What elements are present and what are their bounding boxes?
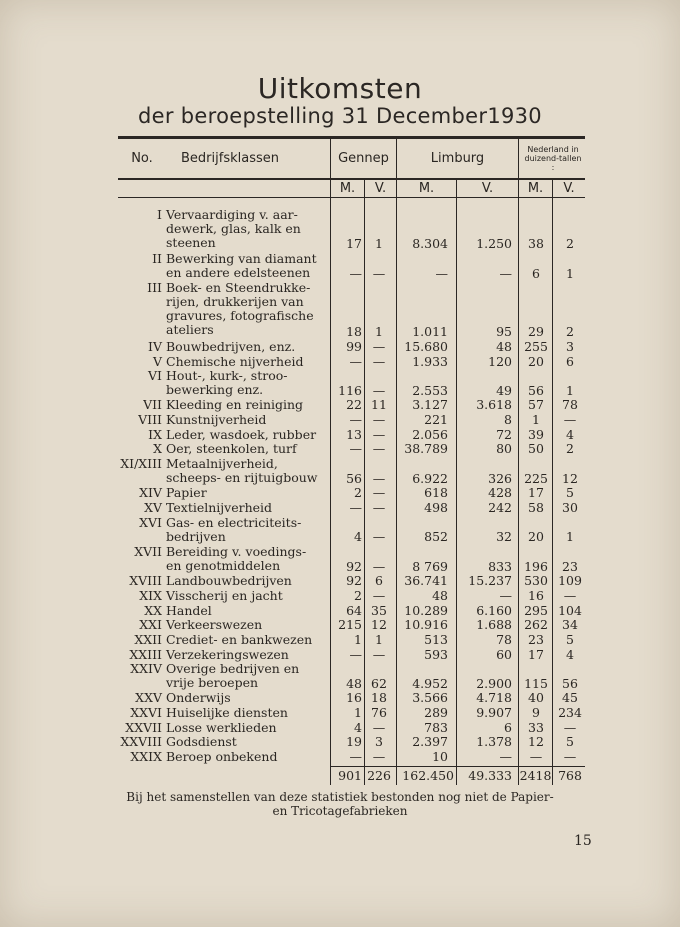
row-description [166,340,326,354]
cell-limburg-v: 8 [504,412,512,428]
row-number: XVIII [129,573,162,589]
cell-gennep-v: — [372,719,386,735]
cell-limburg-m: 3.127 [412,397,448,413]
total-limburg-v: 49.333 [468,768,512,783]
cell-limburg-m: 513 [424,631,448,647]
cell-nederland-v: 6 [566,353,574,369]
row-description [166,281,326,337]
cell-nederland-v: 1 [566,529,574,545]
cell-gennep-v: 1 [375,324,383,340]
cell-nederland-v: — [563,587,577,603]
cell-nederland-m: 262 [524,617,548,633]
row-description-line: en genotmiddelen [166,557,281,573]
cell-gennep-m: 18 [346,324,362,340]
row-description [166,398,326,412]
row-description [166,457,326,485]
row-description [166,516,326,544]
cell-gennep-v: — [372,529,386,545]
row-number: XVII [134,543,162,559]
subheader-rule [118,197,585,198]
row-number: XXIII [129,646,162,662]
subheader-m: M. [339,181,356,196]
cell-nederland-v: 5 [566,631,574,647]
row-description-line: en andere edelsteenen [166,264,311,280]
cell-limburg-m: 852 [424,529,448,545]
cell-nederland-v: 78 [562,397,578,413]
cell-gennep-m: — [349,749,362,765]
cell-gennep-v: — [372,749,386,765]
row-description-line: ateliers [166,322,214,338]
cell-limburg-m: 783 [424,719,448,735]
column-divider [330,139,331,785]
header-limburg: Limburg [430,151,485,166]
row-description-line: Verzekeringswezen [166,646,289,662]
row-description-line: Godsdienst [166,734,237,750]
cell-gennep-v: 18 [371,690,387,706]
cell-nederland-m: — [529,749,543,765]
cell-nederland-v: — [563,719,577,735]
cell-limburg-m: 10.916 [404,617,448,633]
cell-nederland-v: 4 [566,646,574,662]
row-description-line: Landbouwbedrijven [166,573,292,589]
row-description-line: Hout-, kurk-, stroo- [166,368,288,384]
row-description-line: Bereiding v. voedings- [166,543,307,559]
row-number: XXII [134,631,162,647]
cell-nederland-v: 45 [562,690,578,706]
row-description-line: bewerking enz. [166,382,264,398]
cell-gennep-m: 99 [346,338,362,354]
cell-nederland-m: 16 [528,587,544,603]
column-divider [518,139,519,785]
row-number: X [153,441,162,457]
cell-nederland-v: 12 [562,470,578,486]
cell-gennep-v: 1 [375,236,383,252]
row-number: XXV [135,690,162,706]
row-number: I [157,207,162,222]
row-number: XXI [139,617,162,633]
cell-nederland-m: 39 [528,426,544,442]
cell-limburg-m: 2.553 [412,382,448,398]
row-description-line: Visscherij en jacht [166,587,283,603]
row-description [166,428,326,442]
cell-nederland-v: 2 [566,324,574,340]
row-description [166,545,326,573]
cell-limburg-v: 3.618 [476,397,512,413]
row-number: XXVIII [120,734,162,750]
subheader-v: V. [563,181,575,196]
cell-gennep-m: — [349,500,362,515]
cell-nederland-v: 56 [562,675,578,691]
row-description-line: Bouwbedrijven, enz. [166,338,296,354]
row-description-line: rijen, drukkerijen van [166,294,304,310]
cell-gennep-v: — [372,500,386,515]
cell-gennep-m: 22 [346,397,362,413]
row-number: IV [148,338,162,354]
row-number: XXVI [130,705,162,721]
row-number: XXVII [125,719,162,735]
footnote-line-2: en Tricotagefabrieken [272,804,408,818]
row-number: XX [144,602,162,618]
totals-rule [330,766,585,767]
cell-gennep-v: — [372,412,386,428]
cell-limburg-v: — [499,265,512,281]
row-description-line: Losse werklieden [166,719,277,735]
row-number: XXIX [130,749,162,765]
column-divider [456,180,457,785]
cell-limburg-m: 15.680 [404,338,448,354]
cell-gennep-m: 1 [354,705,362,721]
row-number: XIX [139,587,162,603]
row-description [166,706,326,720]
row-description [166,691,326,705]
cell-gennep-m: — [349,441,362,457]
cell-gennep-m: 1 [354,631,362,647]
cell-nederland-v: — [563,412,577,428]
row-description [166,648,326,662]
cell-nederland-m: 33 [528,719,544,735]
cell-nederland-v: 5 [566,734,574,750]
row-description-line: scheeps- en rijtuigbouw [166,470,318,486]
page-number: 15 [574,833,592,849]
cell-limburg-m: 3.566 [412,690,448,706]
cell-gennep-m: 16 [346,690,362,706]
column-divider [364,180,365,785]
row-number: XV [144,500,162,515]
cell-limburg-m: 289 [424,705,448,721]
row-description-line: steenen [166,235,216,250]
cell-limburg-m: 1.011 [412,324,448,340]
cell-nederland-m: 295 [524,602,548,618]
cell-gennep-v: 6 [375,573,383,589]
cell-limburg-m: 48 [432,587,448,603]
cell-limburg-m: 593 [424,646,448,662]
cell-limburg-v: 48 [496,338,512,354]
cell-nederland-m: 115 [524,675,548,691]
column-divider [396,139,397,785]
cell-limburg-v: 80 [496,441,512,457]
cell-nederland-m: 530 [524,573,548,589]
row-description-line: Beroep onbekend [166,749,278,765]
cell-limburg-m: 2.056 [412,426,448,442]
cell-limburg-v: 4.718 [476,690,512,706]
cell-nederland-m: 58 [528,500,544,515]
cell-nederland-m: 29 [528,324,544,340]
cell-gennep-m: 19 [346,734,362,750]
row-description [166,486,326,500]
cell-gennep-m: 215 [338,617,362,633]
cell-limburg-v: 1.378 [476,734,512,750]
subheader-m: M. [527,181,544,196]
cell-limburg-v: — [499,749,512,765]
row-number: II [152,250,162,266]
row-description [166,252,326,280]
cell-limburg-v: 72 [496,426,512,442]
cell-gennep-v: 76 [371,705,387,721]
cell-nederland-v: 2 [566,236,574,252]
row-description [166,735,326,749]
cell-limburg-v: 428 [488,485,512,501]
row-description [166,208,326,250]
cell-nederland-v: 30 [562,500,578,515]
cell-nederland-v: 1 [566,382,574,398]
cell-gennep-m: — [349,353,362,369]
cell-limburg-m: 498 [424,500,448,515]
cell-nederland-m: 56 [528,382,544,398]
cell-gennep-m: 92 [346,573,362,589]
page-subtitle: der beroepstelling 31 December1930 [138,104,542,128]
column-divider [552,180,553,785]
row-description [166,589,326,603]
row-description-line: Kunstnijverheid [166,412,267,428]
row-description [166,369,326,397]
row-description-line: Onderwijs [166,690,231,706]
cell-gennep-m: 48 [346,675,362,691]
cell-nederland-v: 1 [566,265,574,281]
total-gennep-v: 226 [367,768,391,783]
total-nederland-m: 2418 [519,768,552,783]
row-description-line: Handel [166,602,212,618]
row-number: XVI [139,514,162,530]
cell-nederland-v: 3 [566,338,574,354]
row-description [166,574,326,588]
row-number: III [147,280,162,296]
cell-limburg-v: 60 [496,646,512,662]
cell-limburg-v: 6.160 [476,602,512,618]
cell-gennep-v: — [372,382,386,398]
page-title: Uitkomsten [257,72,423,105]
cell-limburg-v: 9.907 [476,705,512,721]
cell-gennep-v: — [372,646,386,662]
cell-limburg-v: 833 [488,558,512,574]
row-description [166,750,326,764]
row-number: VI [148,368,162,384]
row-number: IX [148,426,162,442]
cell-gennep-v: — [372,338,386,354]
cell-nederland-v: 23 [562,558,578,574]
cell-nederland-v: 234 [558,705,582,721]
cell-limburg-m: 8.304 [412,236,448,252]
cell-limburg-v: — [499,587,512,603]
subheader-v: V. [481,181,494,196]
header-no: No. [131,151,153,166]
cell-nederland-m: 1 [532,412,540,428]
cell-limburg-m: 2.397 [412,734,448,750]
cell-limburg-v: 78 [496,631,512,647]
row-description-line: dewerk, glas, kalk en [166,221,301,236]
cell-limburg-v: 1.250 [476,236,512,252]
cell-limburg-v: 6 [504,719,512,735]
row-description-line: Chemische nijverheid [166,353,304,369]
cell-nederland-m: 50 [528,441,544,457]
cell-gennep-v: 1 [375,631,383,647]
row-number: V [152,353,162,369]
cell-gennep-m: 17 [346,236,362,252]
cell-nederland-m: 255 [524,338,548,354]
row-description-line: vrije beroepen [166,675,259,691]
row-description [166,662,326,690]
cell-limburg-v: 120 [488,353,512,369]
cell-nederland-v: 34 [562,617,578,633]
row-description-line: Kleeding en reiniging [166,397,304,413]
cell-gennep-m: 56 [346,470,362,486]
cell-limburg-m: 8 769 [412,558,448,574]
cell-limburg-m: 6.922 [412,470,448,486]
row-description-line: Huiselijke diensten [166,705,288,721]
cell-limburg-m: 10 [432,749,448,765]
cell-nederland-m: 17 [528,485,544,501]
row-description [166,501,326,515]
cell-gennep-m: — [349,412,362,428]
cell-gennep-v: — [372,470,386,486]
cell-nederland-v: — [563,749,577,765]
cell-gennep-m: 13 [346,426,362,442]
row-number: XI/XIII [120,456,162,472]
cell-limburg-m: 4.952 [412,675,448,691]
cell-limburg-v: 32 [496,529,512,545]
cell-nederland-v: 109 [558,573,582,589]
row-description-line: Overige bedrijven en [166,661,300,677]
row-description [166,442,326,456]
row-description [166,413,326,427]
cell-gennep-m: 4 [354,529,362,545]
row-number: XIV [139,485,162,501]
cell-nederland-v: 5 [566,485,574,501]
cell-gennep-v: — [372,441,386,457]
row-number: VIII [138,412,162,428]
cell-limburg-m: 38.789 [404,441,448,457]
cell-limburg-m: 221 [424,412,448,428]
row-description [166,604,326,618]
cell-limburg-m: 1.933 [412,353,448,369]
total-nederland-v: 768 [558,768,582,783]
cell-gennep-v: 62 [371,675,387,691]
cell-nederland-v: 4 [566,426,574,442]
cell-nederland-m: 57 [528,397,544,413]
header-rule [118,178,585,180]
subheader-v: V. [374,181,387,196]
cell-gennep-m: 116 [338,382,362,398]
row-description [166,618,326,632]
cell-gennep-v: 3 [375,734,383,750]
cell-gennep-m: — [349,646,362,662]
cell-gennep-v: — [372,265,386,281]
cell-nederland-m: 12 [528,734,544,750]
header-gennep: Gennep [338,151,389,166]
row-description-line: Metaalnijverheid, [166,456,278,472]
row-description-line: Gas- en electriciteits- [166,514,302,530]
cell-gennep-v: — [372,353,386,369]
row-description-line: Vervaardiging v. aar- [166,207,298,222]
cell-nederland-v: 104 [558,602,582,618]
row-description [166,355,326,369]
row-description-line: bedrijven [166,528,226,544]
cell-gennep-v: — [372,485,386,501]
cell-limburg-v: 2.900 [476,675,512,691]
row-description-line: Boek- en Steendrukke- [166,280,311,296]
total-gennep-m: 901 [338,768,362,783]
row-number: XXIV [130,661,162,677]
cell-limburg-v: 49 [496,382,512,398]
row-description-line: Papier [166,485,207,501]
cell-nederland-m: 40 [528,690,544,706]
row-description [166,721,326,735]
cell-gennep-v: — [372,426,386,442]
cell-limburg-v: 15.237 [468,573,512,589]
cell-gennep-v: 12 [371,617,387,633]
cell-limburg-m: 10.289 [404,602,448,618]
cell-limburg-m: 36.741 [404,573,448,589]
header-bedrijfsklassen: Bedrijfsklassen [181,151,279,166]
cell-gennep-v: — [372,558,386,574]
cell-limburg-v: 1.688 [476,617,512,633]
subheader-m: M. [418,181,435,196]
cell-gennep-v: — [372,587,386,603]
cell-nederland-m: 196 [524,558,548,574]
row-description-line: gravures, fotografische [166,308,314,324]
cell-gennep-m: 64 [346,602,362,618]
row-description-line: Verkeerswezen [166,617,263,633]
cell-nederland-m: 6 [532,265,540,281]
cell-limburg-v: 95 [496,324,512,340]
cell-nederland-m: 20 [528,353,544,369]
header-nederland: Nederland in duizend-tallen : [524,145,582,172]
table-top-rule [118,136,585,139]
cell-nederland-m: 9 [532,705,540,721]
row-description [166,633,326,647]
cell-limburg-v: 326 [488,470,512,486]
cell-limburg-m: — [435,265,448,281]
row-description-line: Crediet- en bankwezen [166,631,313,647]
row-number: VII [143,397,162,413]
cell-gennep-m: — [349,265,362,281]
cell-nederland-m: 20 [528,529,544,545]
cell-limburg-v: 242 [488,500,512,515]
row-description-line: Leder, wasdoek, rubber [166,426,317,442]
row-description-line: Bewerking van diamant [166,250,317,266]
cell-nederland-m: 225 [524,470,548,486]
cell-nederland-v: 2 [566,441,574,457]
cell-nederland-m: 23 [528,631,544,647]
cell-gennep-m: 92 [346,558,362,574]
cell-nederland-m: 17 [528,646,544,662]
cell-gennep-v: 11 [371,397,387,413]
cell-limburg-m: 618 [424,485,448,501]
cell-gennep-m: 2 [354,485,362,501]
cell-gennep-m: 4 [354,719,362,735]
footnote-line-1: Bij het samenstellen van deze statistiek bestonden nog niet de Papier- [126,790,554,804]
row-description-line: Textielnijverheid [166,500,273,515]
cell-nederland-m: 38 [528,236,544,252]
cell-gennep-v: 35 [371,602,387,618]
cell-gennep-m: 2 [354,587,362,603]
total-limburg-m: 162.450 [402,768,454,783]
row-description-line: Oer, steenkolen, turf [166,441,297,457]
